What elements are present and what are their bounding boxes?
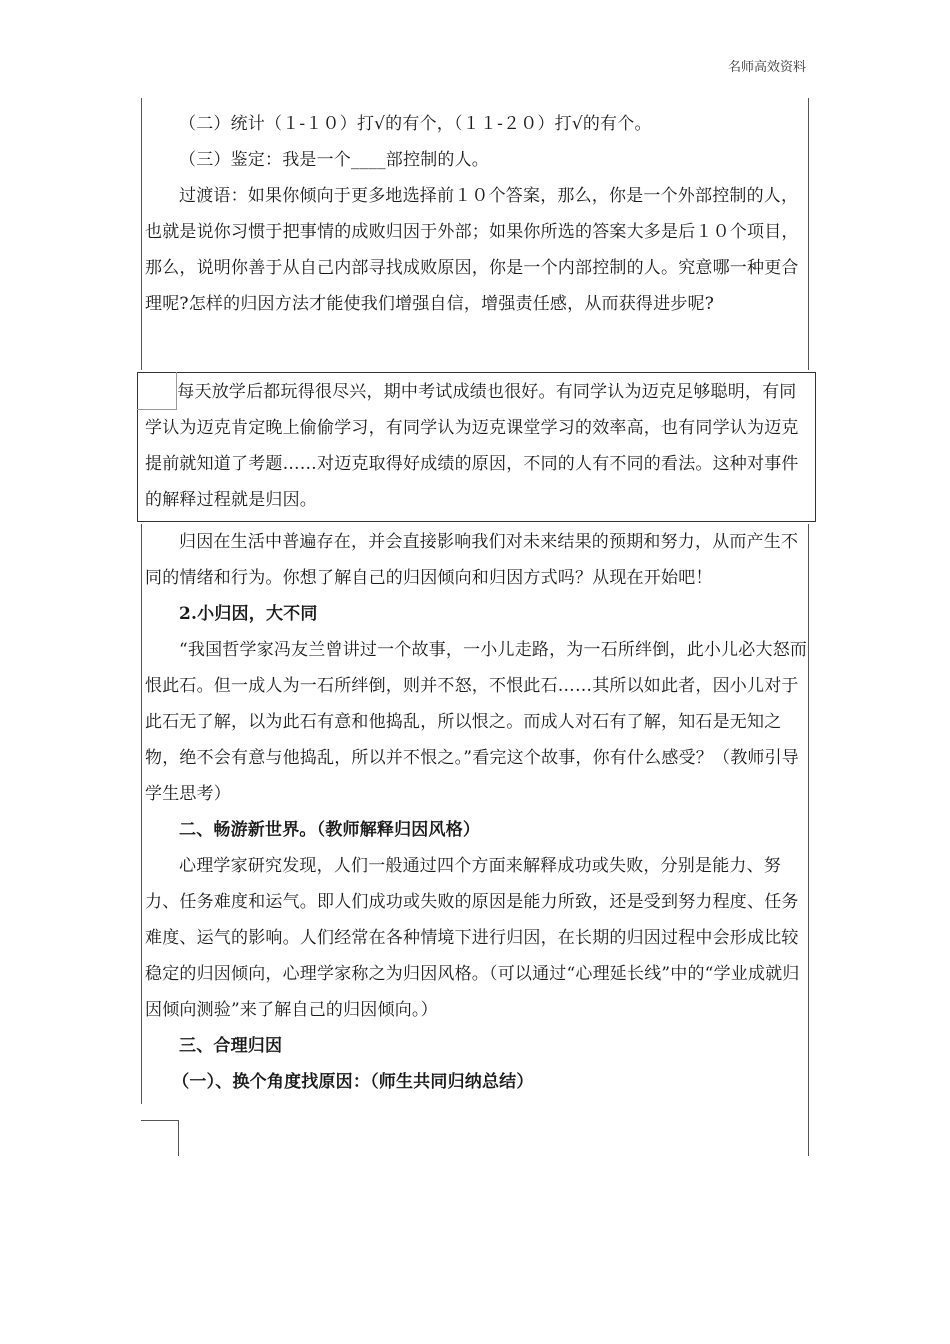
frame-step-line	[141, 1120, 178, 1121]
section-heading-new-world: 二、畅游新世界。（教师解释归因风格）	[179, 820, 481, 840]
story-text	[145, 374, 809, 518]
story-quote-paragraph: “我国哲学家冯友兰曾讲过一个故事，一小儿走路，为一石所绊倒，此小儿必大怒而恨此石。但一成人为一石所绊倒，则并不怒，不恨此石……其所以如此者，因小儿对于此石无了解，以为此石有意和他捣乱，所以恨之。而成人对石有了解，知石是无知之物，绝不会有意与他捣乱，所以并不恨之。”看完这个故事，你有什么感受？（教师引导学生思考）	[145, 640, 808, 804]
page-header: 名师高效资料	[727, 60, 806, 75]
transition-paragraph: 过渡语：如果你倾向于更多地选择前１０个答案，那么，你是一个外部控制的人，也就是说你习惯于把事情的成败归因于外部；如果你所选的答案大多是后１０个项目，那么，说明你善于从自己内部寻找成败原因，你是一个内部控制的人。究意哪一种更合理呢?怎样的归因方法才能使我们增强自信，增强责任感，从而获得进步呢?	[145, 186, 799, 314]
frame-line-left	[141, 98, 142, 370]
document-body	[145, 106, 809, 322]
judge-line: （三）鉴定：我是一个____部控制的人。	[179, 150, 489, 170]
section-heading-reasonable: 三、合理归因	[179, 1036, 283, 1056]
section-heading-small-attribution: 2.小归因，大不同	[179, 604, 318, 624]
story-paragraph: 每天放学后都玩得很尽兴，期中考试成绩也很好。有同学认为迈克足够聪明，有同学认为迈克肯定晚上偷偷学习，有同学认为迈克课堂学习的效率高，也有同学认为迈克提前就知道了考题……对迈克取得好成绩的原因，不同的人有不同的看法。这种对事件的解释过程就是归因。	[145, 382, 799, 510]
attribution-paragraph: 归因在生活中普遍存在，并会直接影响我们对未来结果的预期和努力，从而产生不同的情绪和行为。你想了解自己的归因倾向和归因方式吗？从现在开始吧！	[145, 532, 799, 588]
document-body-lower	[145, 524, 809, 1100]
frame-line-left-lower	[141, 524, 142, 1104]
frame-line-left-bottom	[178, 1120, 179, 1156]
subsection-heading: （一）、换个角度找原因：（师生共同归纳总结）	[172, 1072, 534, 1092]
stat-line: （二）统计（１-１０）打√的有个，（１１-２０）打√的有个。	[179, 114, 652, 134]
attribution-style-paragraph: 心理学家研究发现，人们一般通过四个方面来解释成功或失败，分别是能力、努力、任务难度和运气。即人们成功或失败的原因是能力所致，还是受到努力程度、任务难度、运气的影响。人们经常在各种情境下进行归因，在长期的归因过程中会形成比较稳定的归因倾向，心理学家称之为归因风格。（可以通过“心理延长线”中的“学业成就归因倾向测验”来了解自己的归因倾向。）	[145, 856, 800, 1020]
